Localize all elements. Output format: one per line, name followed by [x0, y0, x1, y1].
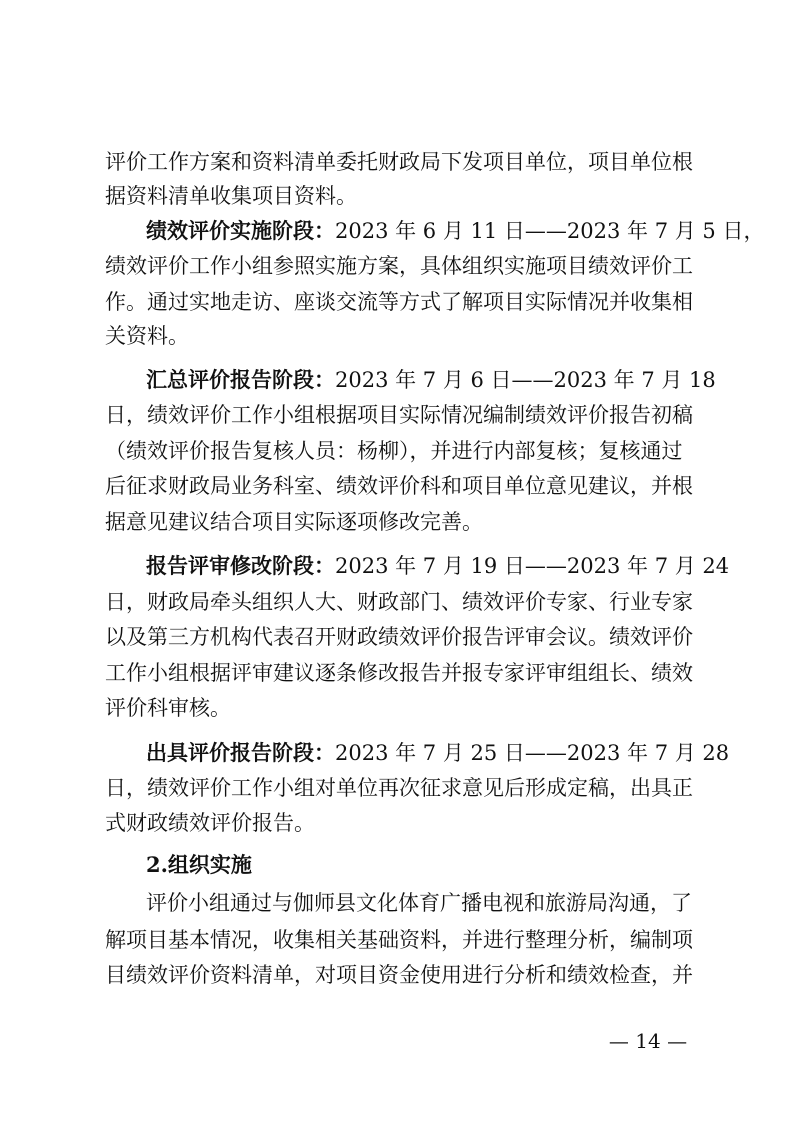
stage-paragraph-line — [146, 733, 730, 773]
body-text-line — [105, 803, 697, 843]
body-text: 日，财政局牵头组织人大、财政部门、绩效评价专家、行业专家 — [105, 590, 693, 614]
stage-paragraph-line — [146, 211, 765, 251]
body-text-line — [105, 920, 697, 960]
stage-date-range: 2023 年 6 月 11 日——2023 年 7 月 5 日， — [335, 219, 765, 243]
body-text: 绩效评价工作小组参照实施方案，具体组织实施项目绩效评价工 — [105, 254, 693, 278]
body-text: 评价小组通过与伽师县文化体育广播电视和旅游局沟通，了 — [146, 891, 692, 915]
section-heading-line — [146, 845, 697, 885]
body-text-line — [146, 883, 697, 923]
stage-heading: 绩效评价实施阶段： — [146, 218, 335, 243]
body-text-line — [105, 395, 697, 435]
body-text: 据意见建议结合项目实际逐项修改完善。 — [105, 510, 483, 534]
stage-date-range: 2023 年 7 月 25 日——2023 年 7 月 28 — [335, 741, 730, 765]
body-text-line — [105, 582, 697, 622]
body-text: 解项目基本情况，收集相关基础资料，并进行整理分析，编制项 — [105, 928, 693, 952]
section-heading: 2.组织实施 — [146, 852, 252, 877]
stage-date-range: 2023 年 7 月 19 日——2023 年 7 月 24 — [335, 554, 730, 578]
body-text-line — [105, 176, 697, 216]
body-text-line — [105, 466, 697, 506]
body-text: 评价科审核。 — [105, 696, 231, 720]
body-text-line — [105, 653, 697, 693]
stage-paragraph-line — [146, 546, 730, 586]
body-text-line — [105, 316, 697, 356]
body-text-line — [105, 431, 697, 471]
stage-date-range: 2023 年 7 月 6 日——2023 年 7 月 18 — [335, 368, 716, 392]
body-text: 工作小组根据评审建议逐条修改报告并报专家评审组组长、绩效 — [105, 661, 693, 685]
body-text: 日，绩效评价工作小组根据项目实际情况编制绩效评价报告初稿 — [105, 403, 693, 427]
body-text: 关资料。 — [105, 324, 189, 348]
body-text: （绩效评价报告复核人员：杨柳），并进行内部复核；复核通过 — [105, 439, 683, 463]
body-text-line — [105, 768, 697, 808]
stage-paragraph-line — [146, 360, 716, 400]
body-text-line — [105, 955, 697, 995]
stage-heading: 报告评审修改阶段： — [146, 553, 335, 578]
body-text: 后征求财政局业务科室、绩效评价科和项目单位意见建议，并根 — [105, 474, 693, 498]
stage-heading: 汇总评价报告阶段： — [146, 367, 335, 392]
body-text-line — [105, 617, 697, 657]
body-text: 以及第三方机构代表召开财政绩效评价报告评审会议。绩效评价 — [105, 625, 693, 649]
body-text: 式财政绩效评价报告。 — [105, 811, 315, 835]
stage-heading: 出具评价报告阶段： — [146, 740, 335, 765]
body-text-line — [105, 246, 697, 286]
body-text-line — [105, 502, 697, 542]
body-text: 评价工作方案和资料清单委托财政局下发项目单位，项目单位根 — [105, 150, 693, 174]
page-number: — 14 — — [608, 1029, 688, 1053]
body-text: 作。通过实地走访、座谈交流等方式了解项目实际情况并收集相 — [105, 290, 693, 314]
body-text: 目绩效评价资料清单，对项目资金使用进行分析和绩效检查，并 — [105, 963, 693, 987]
body-text-line — [105, 688, 697, 728]
body-text: 日，绩效评价工作小组对单位再次征求意见后形成定稿，出具正 — [105, 776, 693, 800]
body-text: 据资料清单收集项目资料。 — [105, 184, 357, 208]
